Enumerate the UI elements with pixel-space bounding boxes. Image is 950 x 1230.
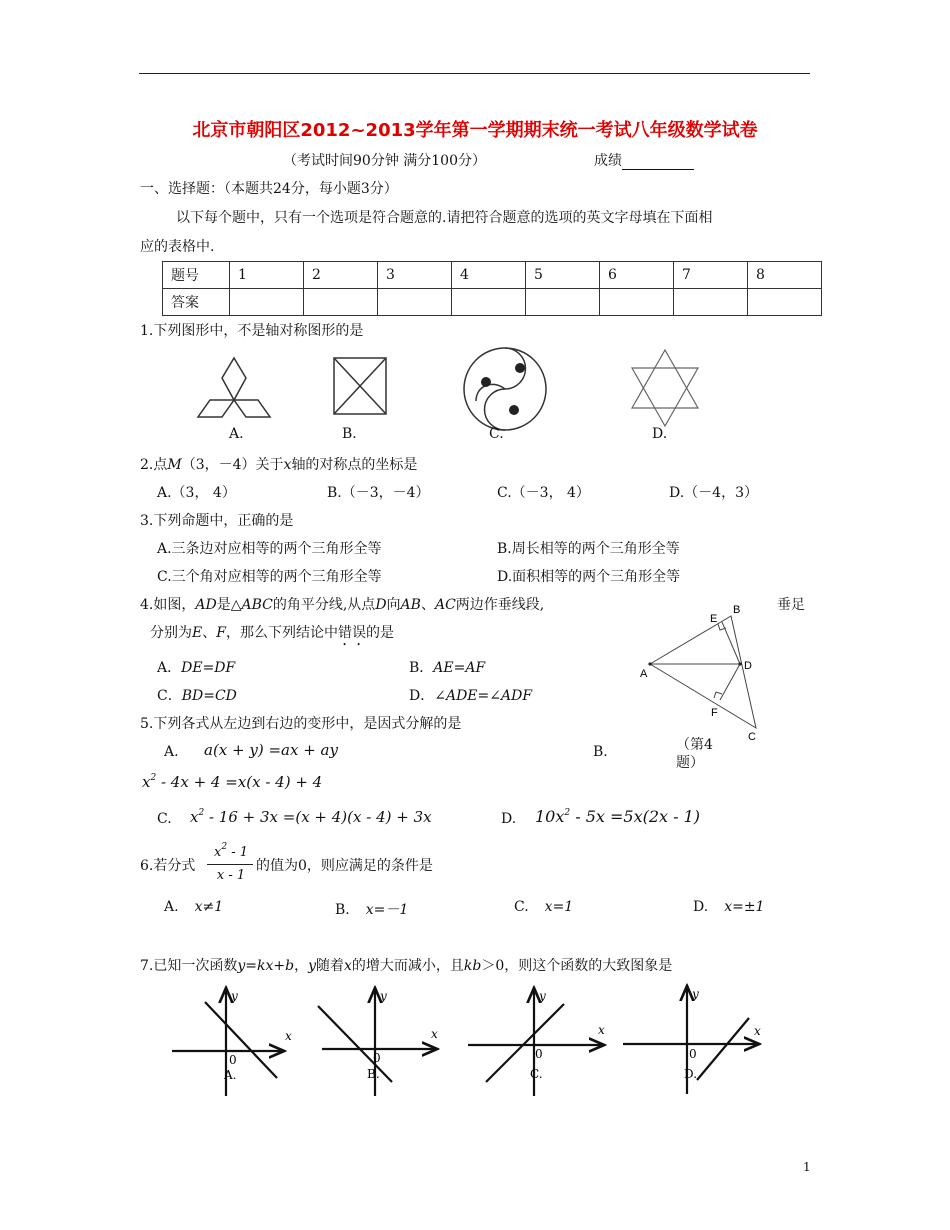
answer-table-number: 7 bbox=[674, 262, 748, 289]
q6-fraction-denominator: x - 1 bbox=[216, 868, 246, 883]
q5-option-b-letter[interactable]: B. bbox=[593, 744, 608, 760]
grade-blank-line[interactable] bbox=[622, 155, 694, 170]
top-rule bbox=[139, 73, 810, 74]
q4-option-letter: D． bbox=[409, 688, 435, 704]
q4-option-letter: C． bbox=[157, 688, 182, 704]
q2-axis: x bbox=[283, 457, 292, 473]
q4-option-expr: BD=CD bbox=[181, 688, 237, 704]
q4-option-letter: A． bbox=[157, 660, 182, 676]
q5-expr-part: - 4x + 4 =x(x - 4) + 4 bbox=[156, 773, 323, 791]
q7-var: x bbox=[344, 958, 352, 974]
q4-text: ，那么下列结论中 bbox=[225, 625, 338, 641]
q4-label-f: F bbox=[711, 707, 718, 719]
q2-option-b[interactable]: B.（－3，－4） bbox=[327, 485, 430, 501]
q7-var: y bbox=[308, 958, 316, 974]
answer-table-row-answers bbox=[163, 289, 822, 316]
answer-table-number: 1 bbox=[230, 262, 304, 289]
q4-caption-line2: 题） bbox=[676, 755, 704, 771]
q7-graph-d-origin: 0 bbox=[689, 1047, 697, 1061]
answer-table-row-numbers bbox=[163, 262, 822, 289]
answer-table-number: 4 bbox=[452, 262, 526, 289]
answer-table-number: 5 bbox=[526, 262, 600, 289]
q6-fraction-bar bbox=[207, 864, 253, 865]
q6-numerator-part: x bbox=[213, 845, 222, 860]
q7-text: 随着 bbox=[316, 958, 344, 974]
q7-text: 的增大而减小，且 bbox=[351, 958, 464, 974]
q6-exponent: 2 bbox=[221, 842, 228, 852]
q4-stem-chuizu: 垂足 bbox=[777, 597, 805, 613]
q6-option-expr: x=1 bbox=[544, 899, 574, 915]
q2-option-c[interactable]: C.（－3， 4） bbox=[497, 485, 590, 501]
q7-graph-c-origin: 0 bbox=[535, 1047, 543, 1061]
q6-stem-suffix: 的值为0，则应满足的条件是 bbox=[256, 858, 433, 874]
q5-option-a-letter[interactable]: A. bbox=[164, 744, 179, 760]
q7-graph-c-x-label: x bbox=[598, 1023, 605, 1037]
q5-option-d-expr bbox=[535, 807, 700, 826]
answer-table-number: 2 bbox=[304, 262, 378, 289]
q1-figure-a-diamonds bbox=[196, 354, 272, 420]
q1-option-c[interactable]: C. bbox=[489, 426, 504, 442]
q6-stem-prefix: 6.若分式 bbox=[140, 858, 196, 874]
q7-graph-d-x-label: x bbox=[754, 1024, 761, 1038]
q1-figure-d-star bbox=[628, 346, 702, 430]
q6-option-letter: B. bbox=[335, 902, 350, 918]
page-number: 1 bbox=[803, 1160, 811, 1174]
q4-text: 、 bbox=[202, 625, 217, 641]
q2-stem-prefix: 2.点 bbox=[140, 457, 168, 473]
answer-cell[interactable] bbox=[600, 289, 674, 316]
q4-var: D bbox=[375, 597, 387, 613]
grade-label: 成绩 bbox=[594, 153, 622, 169]
q4-var: E bbox=[192, 625, 203, 641]
q4-text: 4.如图， bbox=[140, 597, 196, 613]
q5-option-d-letter[interactable]: D. bbox=[501, 811, 517, 827]
q4-option-a[interactable] bbox=[157, 657, 235, 677]
q7-graph-c-y-label: y bbox=[539, 989, 546, 1003]
q4-label-a: A bbox=[640, 668, 648, 680]
q6-numerator-part: - 1 bbox=[227, 845, 248, 860]
q4-label-c: C bbox=[748, 731, 756, 742]
q5-option-c-expr bbox=[190, 808, 432, 826]
q4-option-expr: AE=AF bbox=[433, 660, 486, 676]
q3-option-d[interactable]: D.面积相等的两个三角形全等 bbox=[497, 569, 681, 585]
answer-table-header: 题号 bbox=[163, 262, 230, 289]
q7-text: ， bbox=[294, 958, 309, 974]
q4-label-e: E bbox=[710, 613, 718, 625]
q4-var: F bbox=[216, 625, 226, 641]
q7-graphs bbox=[160, 982, 780, 1102]
q1-stem: 1.下列图形中，不是轴对称图形的是 bbox=[140, 323, 364, 339]
q7-graph-d-label: D. bbox=[684, 1067, 698, 1081]
q6-option-a[interactable] bbox=[164, 899, 223, 915]
q5-option-c-letter[interactable]: C. bbox=[157, 811, 172, 827]
q6-option-b[interactable] bbox=[335, 899, 408, 919]
q4-text: 的是 bbox=[365, 625, 394, 641]
q4-text: 是△ bbox=[216, 597, 242, 613]
exam-info-text: （考试时间90分钟 满分100分） bbox=[283, 153, 486, 169]
q7-text: ＞0，则这个函数的大致图象是 bbox=[481, 958, 673, 974]
q3-stem: 3.下列命题中，正确的是 bbox=[140, 513, 294, 529]
section1-instruction-line1: 以下每个题中，只有一个选项是符合题意的.请把符合题意的选项的英文字母填在下面相 bbox=[176, 210, 713, 226]
exam-info bbox=[283, 150, 486, 170]
q3-option-b[interactable]: B.周长相等的两个三角形全等 bbox=[497, 541, 680, 557]
answer-table bbox=[162, 261, 822, 316]
q6-option-d[interactable] bbox=[693, 899, 764, 915]
q7-graph-a-origin: 0 bbox=[229, 1053, 237, 1067]
section1-heading: 一、选择题：（本题共24分，每小题3分） bbox=[140, 181, 398, 197]
q7-graph-a-y-label: y bbox=[231, 989, 238, 1003]
q4-option-d[interactable] bbox=[409, 685, 532, 705]
q5-stem: 5.下列各式从左边到右边的变形中，是因式分解的是 bbox=[140, 716, 462, 732]
q7-graph-b-x-label: x bbox=[431, 1027, 438, 1041]
q2-point-m: M bbox=[167, 457, 182, 473]
q3-option-a[interactable]: A.三条边对应相等的两个三角形全等 bbox=[157, 541, 382, 557]
q4-stem-line2 bbox=[150, 622, 394, 649]
q5-exponent: 2 bbox=[564, 808, 571, 818]
q2-stem-suffix: 轴的对称点的坐标是 bbox=[291, 457, 418, 473]
q5-expr-part: x bbox=[142, 773, 151, 791]
q7-var: kb bbox=[463, 958, 482, 974]
answer-cell[interactable] bbox=[304, 289, 378, 316]
q4-option-expr: ∠ADE=∠ADF bbox=[434, 688, 533, 704]
q6-option-letter: D. bbox=[693, 899, 709, 915]
answer-table-number: 3 bbox=[378, 262, 452, 289]
q1-figure-c-triskelion bbox=[462, 346, 548, 432]
q2-stem-mid: （3，－4）关于 bbox=[181, 457, 284, 473]
grade-field[interactable] bbox=[594, 150, 694, 170]
q4-text: 向 bbox=[386, 597, 401, 613]
answer-cell[interactable] bbox=[452, 289, 526, 316]
q4-stem-line1 bbox=[140, 594, 544, 614]
q5-exponent: 2 bbox=[198, 808, 205, 818]
q7-graph-a-x-label: x bbox=[285, 1029, 292, 1043]
q4-var: AD bbox=[195, 597, 217, 613]
q7-graph-b-y-label: y bbox=[380, 989, 387, 1003]
answer-cell[interactable] bbox=[526, 289, 600, 316]
q5-option-b-expr bbox=[142, 773, 322, 791]
q5-exponent: 2 bbox=[150, 773, 157, 783]
q7-graph-a-label: A. bbox=[224, 1068, 237, 1082]
q6-option-c[interactable] bbox=[514, 899, 573, 915]
answer-cell[interactable] bbox=[748, 289, 822, 316]
q4-text: 两边作垂线段, bbox=[455, 597, 545, 613]
q7-graph-c-label: C. bbox=[530, 1067, 543, 1081]
q1-option-b[interactable]: B. bbox=[342, 426, 357, 442]
q7-graph-d-y-label: y bbox=[692, 987, 699, 1001]
q7-stem bbox=[140, 955, 672, 975]
q7-graph-b-label: B. bbox=[367, 1067, 380, 1081]
q4-option-expr: DE=DF bbox=[181, 660, 236, 676]
q1-option-a[interactable]: A. bbox=[229, 426, 244, 442]
section1-instruction-line2: 应的表格中. bbox=[140, 239, 215, 255]
q6-option-expr: x≠1 bbox=[194, 899, 224, 915]
q6-option-letter: C. bbox=[514, 899, 529, 915]
q2-option-d[interactable]: D.（－4，3） bbox=[669, 485, 758, 501]
q5-option-a-expr: a(x + y) =ax + ay bbox=[204, 741, 338, 759]
q5-expr-part: 10x bbox=[535, 807, 565, 826]
answer-table-number: 6 bbox=[600, 262, 674, 289]
q4-triangle-figure bbox=[636, 600, 766, 742]
answer-cell[interactable] bbox=[378, 289, 452, 316]
q3-option-c[interactable]: C.三个角对应相等的两个三角形全等 bbox=[157, 569, 382, 585]
q4-text: 的角平分线,从点 bbox=[272, 597, 376, 613]
q4-var: AB bbox=[400, 597, 421, 613]
q4-emphasis-text: 错误 bbox=[337, 625, 366, 641]
q4-text: 、 bbox=[420, 597, 435, 613]
q4-label-b: B bbox=[733, 604, 741, 616]
q4-option-b[interactable] bbox=[409, 657, 485, 677]
q5-expr-part: x bbox=[190, 808, 199, 826]
q1-figure-b-crossed-square bbox=[332, 356, 388, 416]
q4-caption-line1: （第4 bbox=[676, 737, 713, 753]
q4-label-d: D bbox=[744, 660, 752, 672]
q4-option-letter: B． bbox=[409, 660, 434, 676]
q4-var: AC bbox=[434, 597, 456, 613]
q6-option-expr: x=－1 bbox=[365, 902, 409, 918]
q1-option-d[interactable]: D. bbox=[652, 426, 668, 442]
q7-graph-b-origin: 0 bbox=[373, 1051, 381, 1065]
q6-fraction-numerator bbox=[206, 842, 256, 860]
q2-option-a[interactable]: A.（3， 4） bbox=[157, 485, 236, 501]
q4-var: ABC bbox=[241, 597, 273, 613]
q6-option-letter: A. bbox=[164, 899, 179, 915]
answer-table-answer-header: 答案 bbox=[163, 289, 230, 316]
answer-cell[interactable] bbox=[674, 289, 748, 316]
q7-var: y=kx+b bbox=[237, 958, 295, 974]
q7-text: 7.已知一次函数 bbox=[140, 958, 238, 974]
q2-stem bbox=[140, 454, 417, 474]
answer-cell[interactable] bbox=[230, 289, 304, 316]
q6-option-expr: x=±1 bbox=[724, 899, 765, 915]
page-title: 北京市朝阳区2012~2013学年第一学期期末统一考试八年级数学试卷 bbox=[192, 120, 758, 141]
q4-text: 分别为 bbox=[150, 625, 192, 641]
q4-option-c[interactable] bbox=[157, 685, 237, 705]
q5-expr-part: - 5x =5x(2x - 1) bbox=[570, 807, 701, 826]
q5-expr-part: - 16 + 3x =(x + 4)(x - 4) + 3x bbox=[204, 808, 432, 826]
answer-table-number: 8 bbox=[748, 262, 822, 289]
